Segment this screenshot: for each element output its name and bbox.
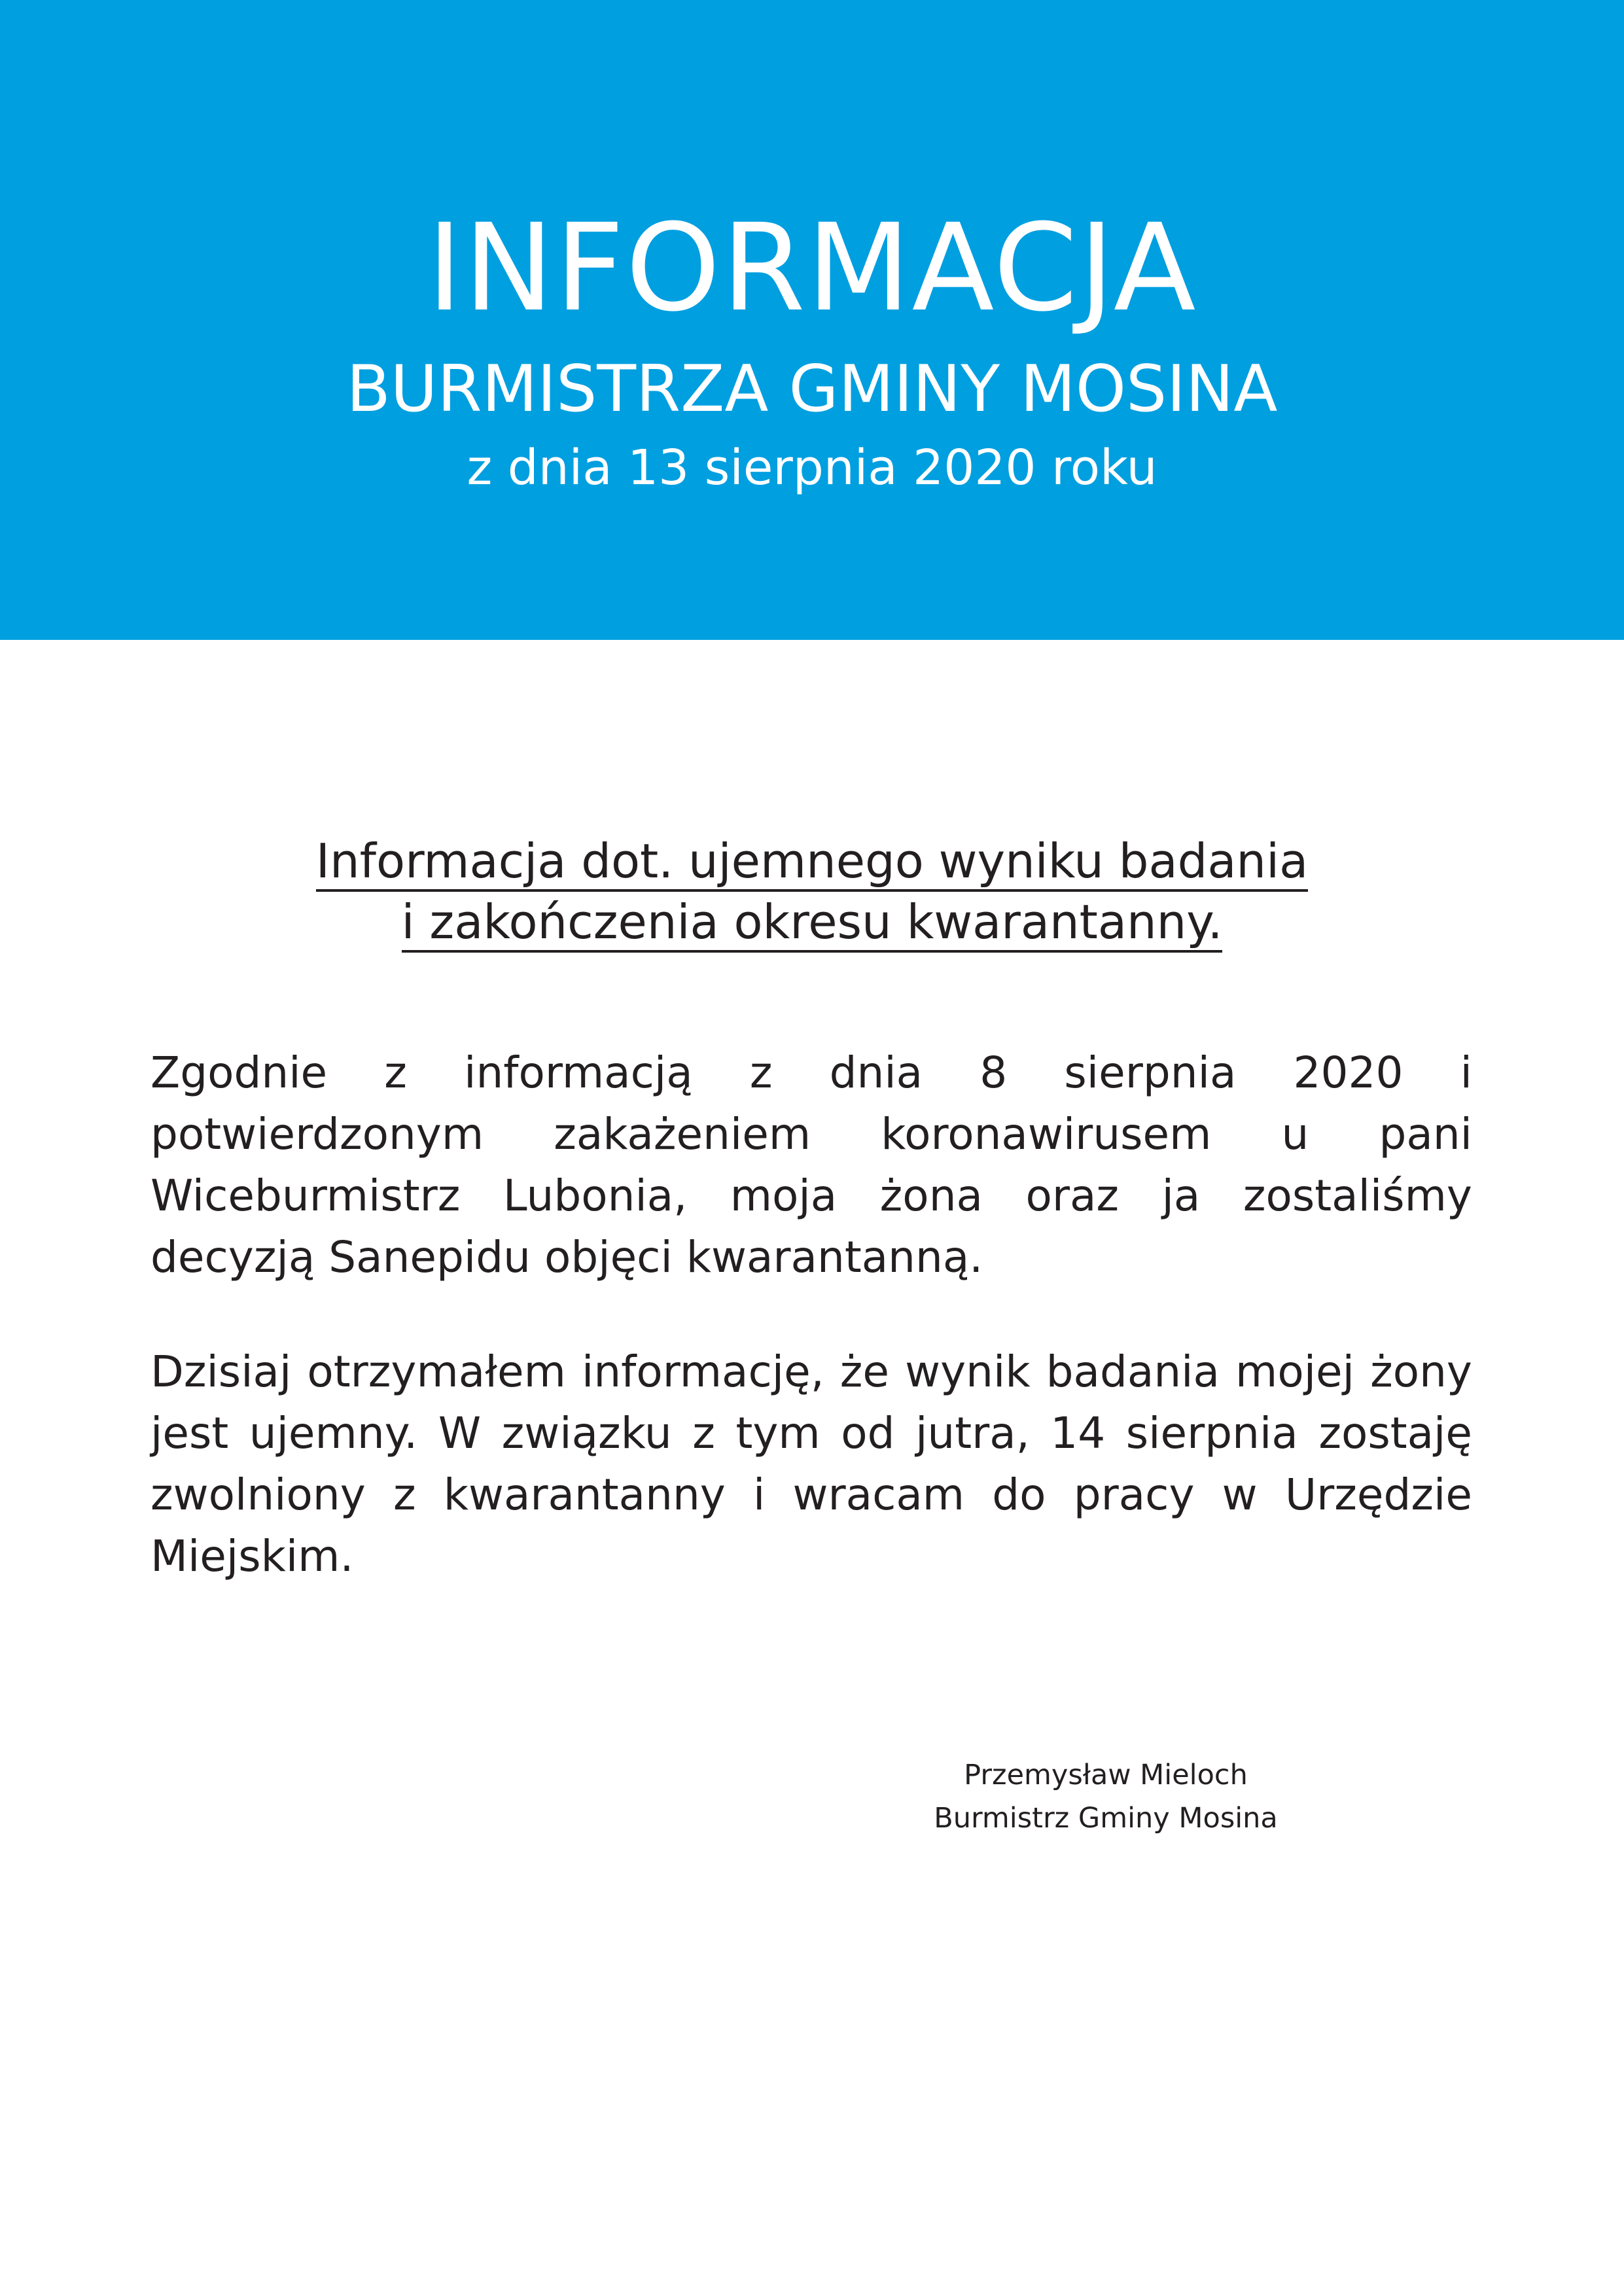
notice-title: INFORMACJA [427, 198, 1197, 338]
signature-role: Burmistrz Gminy Mosina [934, 1802, 1278, 1835]
document-heading-line-1: Informacja dot. ujemnego wyniku badania [316, 833, 1308, 892]
signature-name: Przemysław Mieloch [964, 1759, 1248, 1791]
body-paragraph-2: Dzisiaj otrzymałem informację, że wynik badania mojej żony jest ujemny. W związku z tym od jutra, 14 sierpnia zostaję zwolniony z kwarantanny i wracam do pracy w Urzędzie Miejskim. [150, 1347, 1472, 1581]
notice-issuer: BURMISTRZA GMINY MOSINA [346, 352, 1278, 427]
body-paragraph-1: Zgodnie z informacją z dnia 8 sierpnia 2020 i potwierdzonym zakażeniem koronawirusem u pani Wiceburmistrz Lubonia, moja żona oraz ja zostaliśmy decyzją Sanepidu objęci kwarantanną. [150, 1047, 1472, 1282]
document-heading [0, 831, 1624, 953]
notice-date: z dnia 13 sierpnia 2020 roku [467, 440, 1157, 496]
signature-block [903, 1753, 1309, 1840]
document-heading-line-2: i zakończenia okresu kwarantanny. [402, 894, 1223, 953]
header-banner [0, 0, 1624, 640]
